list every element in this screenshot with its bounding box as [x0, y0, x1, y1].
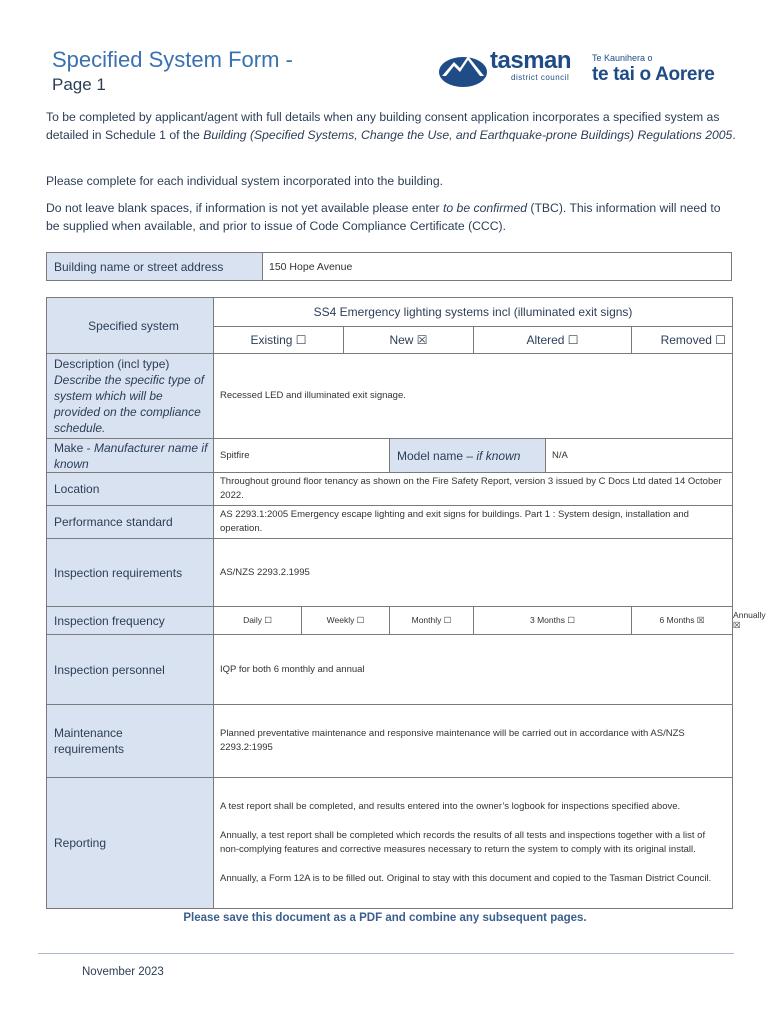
location-field[interactable]: Throughout ground floor tenancy as shown on the Fire Safety Report, version 3 issued by C Docs Ltd dated 14 October 2022. [214, 473, 733, 506]
description-hint: Describe the specific type of system which will be provided on the compliance schedule. [54, 373, 205, 435]
make-hint: Manufacturer name if known [54, 440, 208, 471]
form-title: Specified System Form - [52, 47, 293, 72]
description-label-cell [47, 354, 214, 439]
performance-label: Performance standard [47, 506, 214, 539]
logo-brand-sub: district council [511, 73, 570, 82]
make-field[interactable]: Spitfire [214, 439, 390, 473]
mountain-logo-icon [438, 48, 488, 88]
option-removed[interactable]: Removed ☐ [632, 327, 733, 354]
freq-3-months[interactable]: 3 Months ☐ [474, 607, 632, 635]
inspection-freq-label: Inspection frequency [47, 607, 214, 635]
freq-weekly[interactable]: Weekly ☐ [302, 607, 390, 635]
make-label-cell [47, 439, 214, 473]
location-label: Location [47, 473, 214, 506]
specified-system-label: Specified system [47, 298, 214, 354]
personnel-label: Inspection personnel [47, 635, 214, 705]
model-label: Model name – [397, 448, 477, 463]
save-note: Please save this document as a PDF and combine any subsequent pages. [183, 912, 587, 924]
tbc-text: Do not leave blank spaces, if information is not yet available please enter [46, 201, 443, 215]
system-name[interactable]: SS4 Emergency lighting systems incl (illuminated exit signs) [214, 298, 733, 327]
footer-date: November 2023 [82, 966, 164, 978]
address-field[interactable]: 150 Hope Avenue [263, 253, 732, 281]
address-label: Building name or street address [47, 253, 263, 281]
description-field[interactable]: Recessed LED and illuminated exit signage. [214, 354, 733, 439]
tbc-emphasis: to be confirmed [443, 201, 528, 215]
model-label-cell [390, 439, 546, 473]
logo-maori-small: Te Kaunihera o [592, 53, 653, 63]
freq-6-months[interactable]: 6 Months ☒ [632, 607, 733, 635]
option-new[interactable]: New ☒ [344, 327, 474, 354]
reporting-field[interactable] [214, 778, 733, 909]
specified-system-table: Specified system SS4 Emergency lighting systems incl (illuminated exit signs) Existing ☐ New ☒ Altered ☐ Removed ☐ Description (incl type) Describe the specific type of system which will be provided on the compliance schedule. Recessed LED and illuminated exit signage. Make - Manufacturer name if known Spitfire Model name – if known N/A Location Throughout ground floor tenancy as shown on the Fire Safety Report, version 3 issued by C Docs Ltd dated 14 October 2022. Performance standard AS 2293.1:2005 Emergency escape lighting and exit signs for buildings. Part 1 : System design, installation and operation. Inspection requirements AS/NZS 2293.2.1995 Inspection frequency Daily ☐ Weekly ☐ Monthly ☐ 3 Months ☐ 6 Months ☒ Annually ☒ Inspection personnel IQP for both 6 monthly and annual Maintenance requirements Planned preventative maintenance and responsive maintenance will be carried out in accordance with AS/NZS 2293.2:1995 Reporting A test report shall be completed, and results entered into the owner’s logbook for inspections specified above. Annually, a test report shall be completed which records the results of all tests and inspections together with a list of non-complying features and corrective measures necessary to return the system to comply with its original install. Annually, a Form 12A is to be filled out. Original to stay with this document and copied to the Tasman District Council. [46, 297, 733, 909]
intro-paragraph [46, 108, 736, 144]
personnel-field[interactable]: IQP for both 6 monthly and annual [214, 635, 733, 705]
performance-field[interactable]: AS 2293.1:2005 Emergency escape lighting and exit signs for buildings. Part 1 : System design, installation and operation. [214, 506, 733, 539]
logo-maori-name: te tai o Aorere [592, 64, 715, 85]
maintenance-label: Maintenance requirements [47, 705, 214, 778]
option-existing[interactable]: Existing ☐ [214, 327, 344, 354]
address-table [46, 252, 732, 281]
description-label: Description (incl type) [54, 357, 170, 371]
inspection-req-field[interactable]: AS/NZS 2293.2.1995 [214, 539, 733, 607]
maintenance-field[interactable]: Planned preventative maintenance and responsive maintenance will be carried out in accordance with AS/NZS 2293.2:1995 [214, 705, 733, 778]
make-label: Make - [54, 440, 95, 455]
logo-brand: tasman [490, 47, 572, 74]
tbc-paragraph [46, 199, 736, 235]
reporting-paragraph-1: A test report shall be completed, and results entered into the owner’s logbook for inspections specified above. [220, 801, 681, 812]
tasman-logo [438, 44, 738, 92]
regulations-reference: Building (Specified Systems, Change the Use, and Earthquake-prone Buildings) Regulations 2005 [203, 128, 733, 142]
inspection-req-label: Inspection requirements [47, 539, 214, 607]
intro-text: To be completed by applicant/agent with full details when any building consent application incorporates a specified system as detailed in Schedule 1 of the [46, 110, 720, 142]
option-altered[interactable]: Altered ☐ [474, 327, 632, 354]
freq-daily[interactable]: Daily ☐ [214, 607, 302, 635]
intro-text-end: . [732, 128, 736, 142]
reporting-label: Reporting [47, 778, 214, 909]
footer-divider [38, 953, 734, 954]
model-field[interactable]: N/A [546, 439, 733, 473]
instruction-paragraph: Please complete for each individual system incorporated into the building. [46, 174, 443, 188]
page-number: Page 1 [52, 75, 106, 94]
reporting-paragraph-2: Annually, a test report shall be completed which records the results of all tests and inspections together with a list of non-complying features and corrective measures necessary to return the system to comply with its original install. [220, 829, 706, 855]
freq-monthly[interactable]: Monthly ☐ [390, 607, 474, 635]
tbc-text-end: (TBC). This information will need to be supplied when available, and prior to issue of Code Compliance Certificate (CCC). [46, 201, 721, 233]
model-hint: if known [476, 448, 521, 463]
reporting-paragraph-3: Annually, a Form 12A is to be filled out. Original to stay with this document and copied to the Tasman District Council. [220, 872, 712, 884]
